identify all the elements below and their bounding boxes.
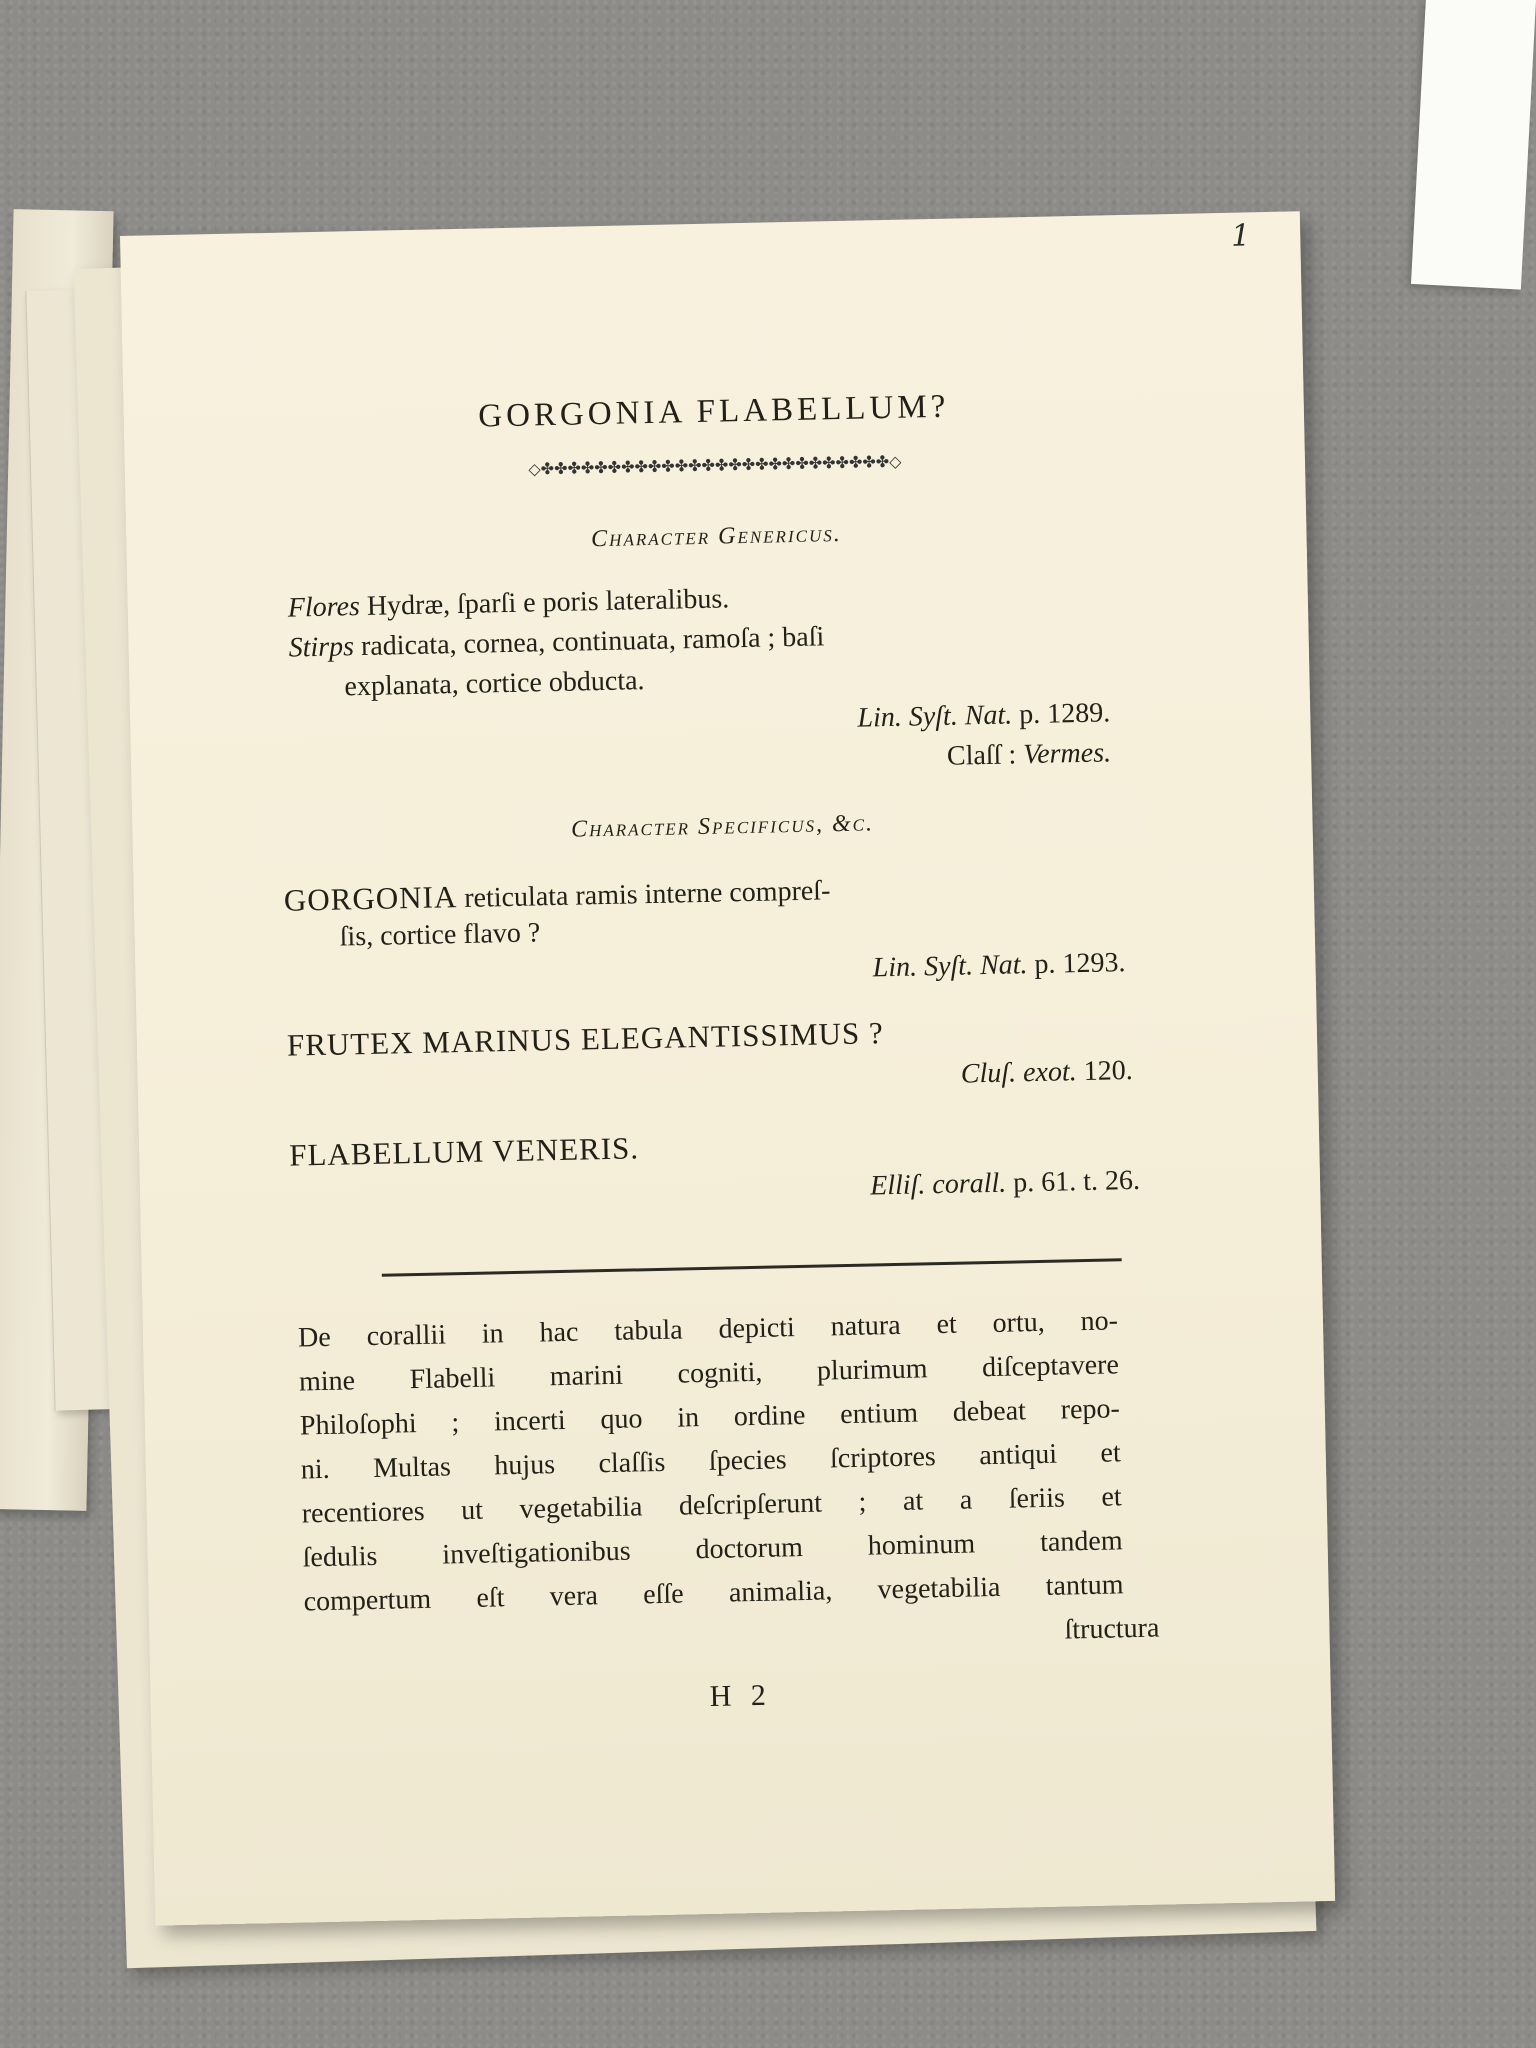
specific-ref3-source: Elliſ. corall.: [869, 1167, 1007, 1202]
specific-ref3-page: p. 61. t. 26.: [1005, 1164, 1141, 1199]
page-title: GORGONIA FLABELLUM?: [477, 388, 950, 435]
class-value: Vermes.: [1022, 737, 1112, 771]
body-line-6: ſedulis inveſtigationibus doctorum hominum tandem: [302, 1525, 1123, 1574]
stirps-text: radicata, cornea, continuata, ramoſa ; baſi: [353, 621, 825, 663]
class-label: Claſſ :: [946, 739, 1024, 772]
body-line-1: De corallii in hac tabula depicti natura et ortu, no-: [297, 1305, 1119, 1354]
signature-mark: H 2: [709, 1678, 773, 1713]
book-page: [120, 211, 1335, 1925]
specific-reference-3: [870, 1165, 1141, 1203]
ornament-divider: ◇✤✤✤✤✤✤✤✤✤✤✤✤✤✤✤✤✤✤✤✤✤✤✤✤✤✤◇: [528, 451, 902, 479]
specific-gorgonia: [284, 871, 831, 918]
specific-reference-2: [961, 1055, 1134, 1091]
specific-reference-1: [872, 947, 1125, 984]
specific-ref1-source: Lin. Syſt. Nat.: [872, 949, 1028, 984]
background-paper-corner: [1411, 0, 1536, 290]
page-number: 1: [1230, 218, 1251, 254]
section-rule: [382, 1258, 1122, 1276]
gorgonia-text: reticulata ramis interne compreſ-: [456, 875, 831, 915]
frutex-name: FRUTEX MARINUS ELEGANTISSIMUS ?: [286, 1015, 884, 1063]
catchword: ſtructura: [1064, 1612, 1160, 1646]
specific-ref2-source: Cluſ. exot.: [960, 1056, 1078, 1090]
generic-ref-page: p. 1289.: [1011, 697, 1111, 731]
flores-text: Hydræ, ſparſi e poris lateralibus.: [359, 583, 730, 623]
flores-label: Flores: [287, 591, 361, 624]
generic-ref-source: Lin. Syſt. Nat.: [857, 699, 1013, 734]
body-line-3: Philoſophi ; incerti quo in ordine entium debeat repo-: [299, 1393, 1121, 1442]
stirps-label: Stirps: [288, 631, 355, 664]
body-line-5: recentiores ut vegetabilia deſcripſerunt ; at a ſeriis et: [301, 1481, 1122, 1530]
specific-ref2-page: 120.: [1076, 1054, 1134, 1088]
body-line-2: mine Flabelli marini cogniti, plurimum diſceptavere: [298, 1349, 1120, 1398]
specific-heading: Character Specificus, &c.: [570, 810, 875, 843]
generic-line-flores: [288, 583, 730, 624]
specific-gorgonia-cont: ſis, cortice flavo ?: [339, 917, 541, 953]
generic-heading: Character Genericus.: [590, 520, 842, 553]
body-line-7: compertum eſt vera eſſe animalia, vegetabilia tantum: [303, 1569, 1124, 1618]
gorgonia-name: GORGONIA: [283, 879, 458, 918]
generic-line-stirps: [288, 621, 824, 664]
body-line-4: ni. Multas hujus claſſis ſpecies ſcriptores antiqui et: [300, 1437, 1122, 1486]
generic-reference: [857, 697, 1110, 734]
generic-line-explanata: explanata, cortice obducta.: [344, 665, 645, 703]
generic-class: [947, 737, 1112, 772]
flabellum-name: FLABELLUM VENERIS.: [288, 1130, 640, 1173]
specific-ref1-page: p. 1293.: [1027, 947, 1126, 981]
